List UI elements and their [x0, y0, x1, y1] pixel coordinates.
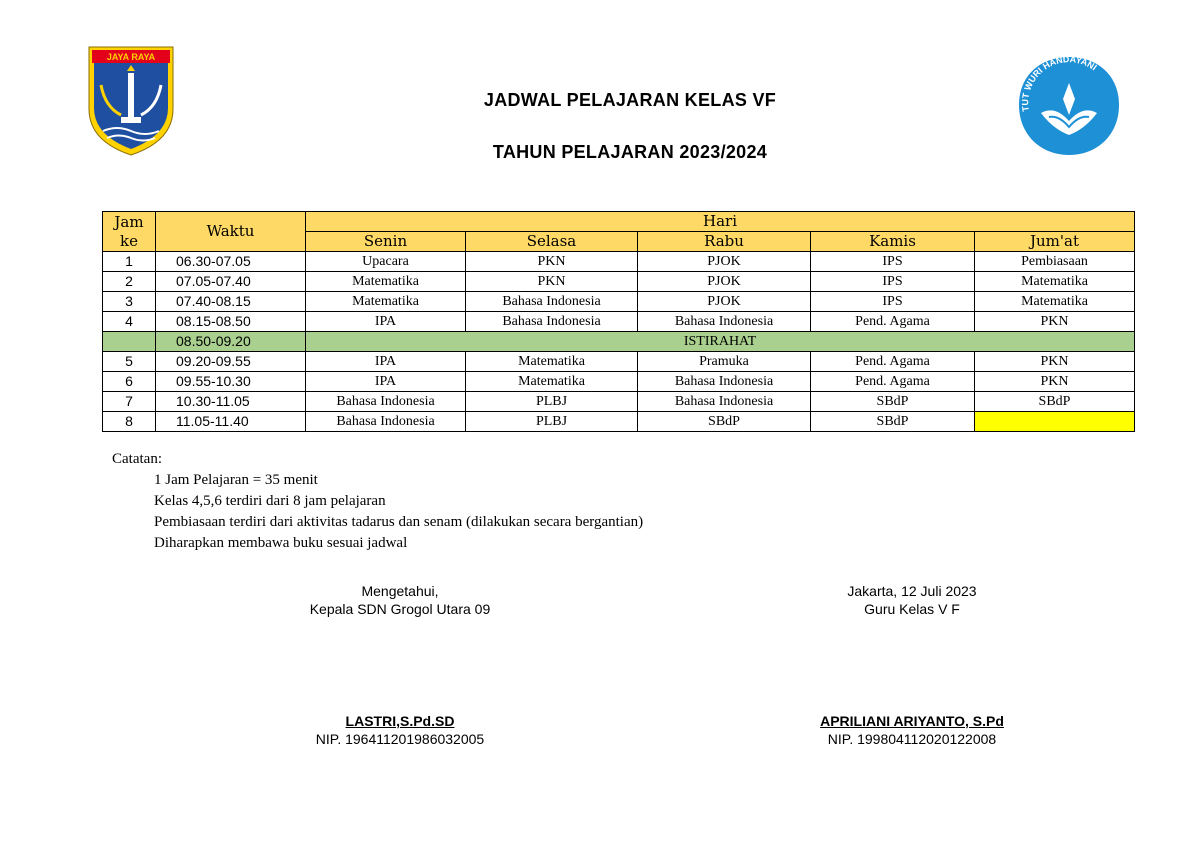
jumat-cell: PKN	[975, 312, 1135, 332]
day-header-senin: Senin	[306, 232, 466, 252]
waktu-cell: 06.30-07.05	[156, 252, 306, 272]
tut-wuri-handayani-logo	[1015, 55, 1123, 157]
signature-role: Kepala SDN Grogol Utara 09	[309, 601, 491, 617]
selasa-cell: PKN	[466, 252, 638, 272]
senin-cell: Matematika	[306, 272, 466, 292]
selasa-cell: Bahasa Indonesia	[466, 312, 638, 332]
col-header-hari: Hari	[306, 212, 1135, 232]
table-row	[103, 252, 1135, 272]
note-item: Kelas 4,5,6 terdiri dari 8 jam pelajaran	[154, 493, 386, 509]
day-header-selasa: Selasa	[466, 232, 638, 252]
jumat-cell: PKN	[975, 352, 1135, 372]
signature-name: LASTRI,S.Pd.SD	[345, 713, 455, 729]
day-header-jumat: Jum'at	[975, 232, 1135, 252]
jam-cell: 2	[103, 272, 156, 292]
signature-block-principal	[250, 582, 550, 748]
jam-cell: 5	[103, 352, 156, 372]
signature-role: Guru Kelas V F	[864, 601, 960, 617]
selasa-cell: Bahasa Indonesia	[466, 292, 638, 312]
notes-list	[112, 470, 643, 554]
kamis-cell: IPS	[811, 252, 975, 272]
col-header-waktu: Waktu	[156, 212, 306, 252]
notes-label: Catatan:	[112, 451, 162, 467]
day-header-kamis: Kamis	[811, 232, 975, 252]
rabu-cell: PJOK	[638, 272, 811, 292]
kamis-cell: Pend. Agama	[811, 312, 975, 332]
jumat-cell: Matematika	[975, 292, 1135, 312]
senin-cell: Bahasa Indonesia	[306, 392, 466, 412]
jam-cell: 7	[103, 392, 156, 412]
rabu-cell: PJOK	[638, 292, 811, 312]
table-row	[103, 272, 1135, 292]
selasa-cell: PLBJ	[466, 392, 638, 412]
waktu-cell: 10.30-11.05	[156, 392, 306, 412]
senin-cell: Matematika	[306, 292, 466, 312]
waktu-cell: 07.40-08.15	[156, 292, 306, 312]
svg-text:TUT WURI HANDAYANI: TUT WURI HANDAYANI	[1020, 55, 1099, 113]
rabu-cell: Bahasa Indonesia	[638, 312, 811, 332]
jumat-cell-empty	[975, 412, 1135, 432]
jakarta-crest-logo	[87, 45, 175, 157]
table-row	[103, 412, 1135, 432]
selasa-cell: PLBJ	[466, 412, 638, 432]
page-subtitle: TAHUN PELAJARAN 2023/2024	[492, 142, 768, 162]
senin-cell: Bahasa Indonesia	[306, 412, 466, 432]
signature-nip: NIP. 196411201986032005	[315, 731, 485, 747]
jumat-cell: Matematika	[975, 272, 1135, 292]
waktu-cell: 11.05-11.40	[156, 412, 306, 432]
table-row	[103, 392, 1135, 412]
kamis-cell: SBdP	[811, 412, 975, 432]
break-label: ISTIRAHAT	[306, 332, 1135, 352]
table-row	[103, 292, 1135, 312]
selasa-cell: Matematika	[466, 372, 638, 392]
table-row	[103, 312, 1135, 332]
jumat-cell: SBdP	[975, 392, 1135, 412]
jam-cell: 3	[103, 292, 156, 312]
waktu-cell: 09.20-09.55	[156, 352, 306, 372]
jam-cell: 4	[103, 312, 156, 332]
page-title: JADWAL PELAJARAN KELAS VF	[483, 90, 777, 110]
senin-cell: IPA	[306, 372, 466, 392]
waktu-cell: 07.05-07.40	[156, 272, 306, 292]
svg-text:JAYA RAYA: JAYA RAYA	[106, 52, 156, 62]
table-row	[103, 372, 1135, 392]
kamis-cell: Pend. Agama	[811, 352, 975, 372]
signature-block-teacher	[762, 582, 1062, 748]
break-waktu-cell: 08.50-09.20	[156, 332, 306, 352]
senin-cell: IPA	[306, 312, 466, 332]
selasa-cell: PKN	[466, 272, 638, 292]
day-header-rabu: Rabu	[638, 232, 811, 252]
note-item: Diharapkan membawa buku sesuai jadwal	[154, 535, 408, 551]
signature-acknowledge-label: Mengetahui,	[361, 583, 439, 599]
signature-nip: NIP. 199804112020122008	[827, 731, 997, 747]
jumat-cell: PKN	[975, 372, 1135, 392]
kamis-cell: IPS	[811, 272, 975, 292]
senin-cell: Upacara	[306, 252, 466, 272]
signature-name: APRILIANI ARIYANTO, S.Pd	[820, 713, 1004, 729]
col-header-jam	[103, 212, 156, 252]
senin-cell: IPA	[306, 352, 466, 372]
kamis-cell: Pend. Agama	[811, 372, 975, 392]
rabu-cell: Bahasa Indonesia	[638, 372, 811, 392]
jumat-cell: Pembiasaan	[975, 252, 1135, 272]
signature-place-date: Jakarta, 12 Juli 2023	[847, 583, 977, 599]
kamis-cell: SBdP	[811, 392, 975, 412]
selasa-cell: Matematika	[466, 352, 638, 372]
jam-label-line2: ke	[120, 231, 138, 250]
break-jam-cell	[103, 332, 156, 352]
jam-cell: 1	[103, 252, 156, 272]
rabu-cell: Pramuka	[638, 352, 811, 372]
break-row	[103, 332, 1135, 352]
schedule-table	[102, 211, 1135, 432]
table-row	[103, 352, 1135, 372]
waktu-cell: 08.15-08.50	[156, 312, 306, 332]
jam-cell: 6	[103, 372, 156, 392]
rabu-cell: PJOK	[638, 252, 811, 272]
jam-label-line1: Jam	[114, 212, 144, 231]
rabu-cell: SBdP	[638, 412, 811, 432]
notes-section	[112, 449, 643, 554]
jam-cell: 8	[103, 412, 156, 432]
note-item: Pembiasaan terdiri dari aktivitas tadarus dan senam (dilakukan secara bergantian)	[154, 514, 644, 530]
waktu-cell: 09.55-10.30	[156, 372, 306, 392]
note-item: 1 Jam Pelajaran = 35 menit	[154, 472, 318, 488]
kamis-cell: IPS	[811, 292, 975, 312]
rabu-cell: Bahasa Indonesia	[638, 392, 811, 412]
